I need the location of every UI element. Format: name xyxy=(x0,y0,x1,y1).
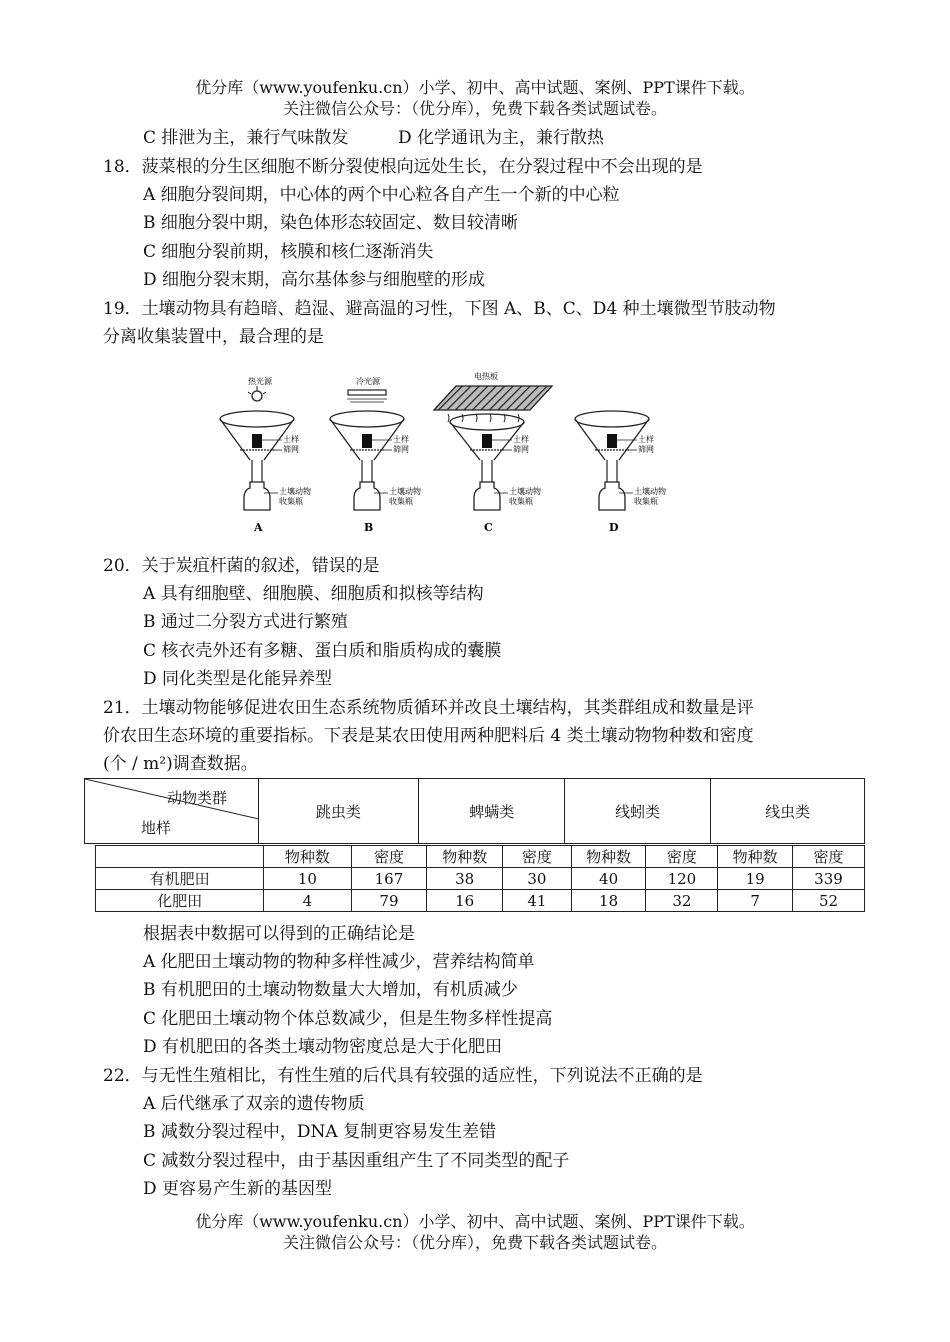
svg-text:土壤动物: 土壤动物 xyxy=(634,487,666,496)
q21-option-b: B 有机肥田的土壤动物数量大大增加，有机质减少 xyxy=(143,980,518,1000)
heat-plate xyxy=(434,386,552,410)
table-corner-cell xyxy=(85,779,259,844)
table-subheader: 物种数 xyxy=(571,846,646,868)
q20-option-c: C 核衣壳外还有多糖、蛋白质和脂质构成的囊膜 xyxy=(143,641,502,661)
q19-stem-line2: 分离收集装置中，最合理的是 xyxy=(103,327,324,347)
svg-text:土壤动物: 土壤动物 xyxy=(389,487,421,496)
table-cell: 32 xyxy=(646,890,718,912)
svg-text:筛网: 筛网 xyxy=(513,445,529,454)
survey-data-table xyxy=(95,845,865,912)
q21-option-d: D 有机肥田的各类土壤动物密度总是大于化肥田 xyxy=(143,1037,503,1057)
svg-text:土样: 土样 xyxy=(393,435,409,444)
label-b: B xyxy=(364,521,374,534)
q22-option-b: B 减数分裂过程中，DNA 复制更容易发生差错 xyxy=(143,1122,497,1142)
row-label: 有机肥田 xyxy=(96,868,264,890)
label-c: C xyxy=(484,521,493,534)
table-cell: 79 xyxy=(351,890,427,912)
table-cell: 7 xyxy=(718,890,793,912)
q18-option-c: C 细胞分裂前期，核膜和核仁逐渐消失 xyxy=(143,242,434,262)
table-group-header xyxy=(84,778,865,844)
heat-source-label: 热光源 xyxy=(248,377,272,386)
q21-stem-line2: 价农田生态环境的重要指标。下表是某农田使用两种肥料后 4 类土壤动物物种数和密度 xyxy=(103,726,754,746)
light-bulb-icon xyxy=(252,391,262,401)
cold-source-label: 冷光源 xyxy=(356,377,380,386)
q18-option-a: A 细胞分裂间期，中心体的两个中心粒各自产生一个新的中心粒 xyxy=(143,185,620,205)
q22-stem: 22．与无性生殖相比，有性生殖的后代具有较强的适应性，下列说法不正确的是 xyxy=(103,1066,703,1086)
label-a: A xyxy=(254,521,263,534)
table-subheader: 密度 xyxy=(646,846,718,868)
q20-option-b: B 通过二分裂方式进行繁殖 xyxy=(143,612,348,632)
table-cell: 16 xyxy=(427,890,503,912)
q17-option-c: C 排泄为主，兼行气味散发 xyxy=(143,128,349,148)
svg-text:筛网: 筛网 xyxy=(638,445,654,454)
footer-line-1: 优分库（www.youfenku.cn）小学、初中、高中试题、案例、PPT课件下载。 xyxy=(195,1212,755,1231)
table-row xyxy=(96,846,865,868)
soil-animal-collector-figure xyxy=(212,364,682,542)
collection-bottle xyxy=(244,482,270,510)
table-subheader: 物种数 xyxy=(427,846,503,868)
q21-option-a: A 化肥田土壤动物的物种多样性减少，营养结构简单 xyxy=(143,952,535,972)
q18-option-d: D 细胞分裂末期，高尔基体参与细胞壁的形成 xyxy=(143,270,486,290)
heat-plate-label: 电热板 xyxy=(474,372,498,381)
table-cell: 4 xyxy=(264,890,351,912)
table-cell: 40 xyxy=(571,868,646,890)
apparatus-d xyxy=(575,411,666,534)
footer-line-2: 关注微信公众号：（优分库），免费下载各类试题试卷。 xyxy=(282,1233,667,1252)
svg-text:土样: 土样 xyxy=(513,435,529,444)
apparatus-b xyxy=(330,376,421,534)
table-cell: 167 xyxy=(351,868,427,890)
table-cell: 120 xyxy=(646,868,718,890)
q19-stem-line1: 19．土壤动物具有趋暗、趋湿、避高温的习性，下图 A、B、C、D4 种土壤微型节肢动物 xyxy=(103,299,776,319)
svg-text:土样: 土样 xyxy=(638,435,654,444)
table-subheader: 密度 xyxy=(351,846,427,868)
q17-option-d: D 化学通讯为主，兼行散热 xyxy=(398,128,605,148)
svg-text:收集瓶: 收集瓶 xyxy=(279,497,303,506)
svg-text:土壤动物: 土壤动物 xyxy=(509,487,541,496)
table-cell: 30 xyxy=(503,868,572,890)
q21-stem-line1: 21．土壤动物能够促进农田生态系统物质循环并改良土壤结构，其类群组成和数量是评 xyxy=(103,698,754,718)
svg-text:收集瓶: 收集瓶 xyxy=(634,497,658,506)
label-d: D xyxy=(609,521,619,534)
q20-option-a: A 具有细胞壁、细胞膜、细胞质和拟核等结构 xyxy=(143,584,484,604)
group-header: 蜱螨类 xyxy=(419,779,565,844)
table-cell: 339 xyxy=(793,868,865,890)
group-header: 线蚓类 xyxy=(565,779,711,844)
group-header: 线虫类 xyxy=(711,779,865,844)
header-line-2: 关注微信公众号：（优分库），免费下载各类试题试卷。 xyxy=(282,99,667,118)
table-cell: 18 xyxy=(571,890,646,912)
row-label: 化肥田 xyxy=(96,890,264,912)
table-subheader: 物种数 xyxy=(718,846,793,868)
svg-text:土样: 土样 xyxy=(283,435,299,444)
q22-option-d: D 更容易产生新的基因型 xyxy=(143,1179,333,1199)
table-cell: 38 xyxy=(427,868,503,890)
q21-option-c: C 化肥田土壤动物个体总数减少，但是生物多样性提高 xyxy=(143,1009,553,1029)
table-row xyxy=(96,890,865,912)
q21-conclusion-prompt: 根据表中数据可以得到的正确结论是 xyxy=(143,924,415,944)
table-row xyxy=(96,868,865,890)
q18-option-b: B 细胞分裂中期，染色体形态较固定、数目较清晰 xyxy=(143,213,518,233)
svg-text:土壤动物: 土壤动物 xyxy=(279,487,311,496)
group-header: 跳虫类 xyxy=(258,779,419,844)
soil-sample xyxy=(252,434,262,448)
table-subheader: 物种数 xyxy=(264,846,351,868)
q18-stem: 18．菠菜根的分生区细胞不断分裂使根向远处生长，在分裂过程中不会出现的是 xyxy=(103,157,703,177)
q20-option-d: D 同化类型是化能异养型 xyxy=(143,669,333,689)
apparatus-a xyxy=(220,376,311,534)
table-subheader: 密度 xyxy=(503,846,572,868)
corner-top-label: 动物类群 xyxy=(167,789,228,807)
table-cell: 52 xyxy=(793,890,865,912)
header-line-1: 优分库（www.youfenku.cn）小学、初中、高中试题、案例、PPT课件下载。 xyxy=(195,78,755,97)
table-subheader: 密度 xyxy=(793,846,865,868)
svg-text:收集瓶: 收集瓶 xyxy=(509,497,533,506)
apparatus-c xyxy=(434,371,552,534)
svg-text:筛网: 筛网 xyxy=(283,445,299,454)
q20-stem: 20．关于炭疽杆菌的叙述，错误的是 xyxy=(103,556,380,576)
table-cell: 41 xyxy=(503,890,572,912)
svg-text:筛网: 筛网 xyxy=(393,445,409,454)
corner-bottom-label: 地样 xyxy=(141,819,172,837)
svg-text:收集瓶: 收集瓶 xyxy=(389,497,413,506)
q22-option-c: C 减数分裂过程中，由于基因重组产生了不同类型的配子 xyxy=(143,1151,570,1171)
q21-stem-line3: (个 / m²)调查数据。 xyxy=(103,754,258,774)
table-cell: 10 xyxy=(264,868,351,890)
table-cell: 19 xyxy=(718,868,793,890)
cold-light-tube xyxy=(348,390,386,395)
q22-option-a: A 后代继承了双亲的遗传物质 xyxy=(143,1094,365,1114)
